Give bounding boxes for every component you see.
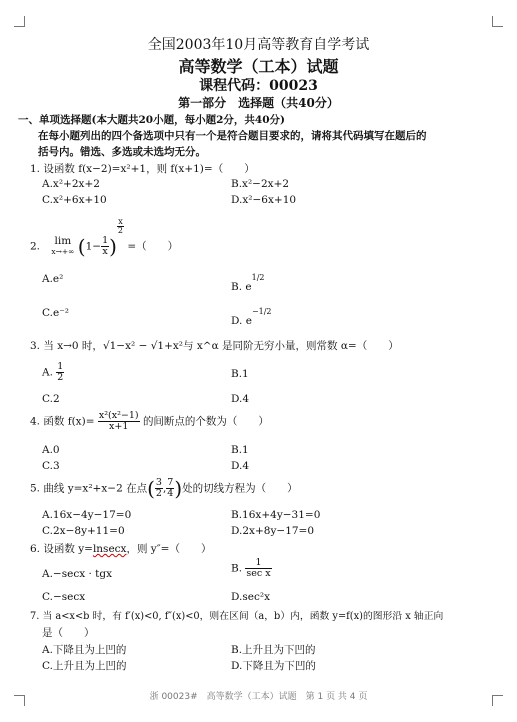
question-7-stem-line-2: 是（ ） (42, 627, 95, 639)
question-5-option-b: B.16x+4y−31=0 (231, 509, 321, 521)
question-6-stem-end: ，则 y″=（ ） (126, 543, 212, 555)
question-6-option-b-fraction (245, 558, 271, 579)
question-6-stem (30, 541, 211, 556)
point-x-numerator: 3 (155, 477, 162, 488)
limit-fraction-numerator: 1 (102, 234, 109, 246)
question-7-option-a: A.下降且为上凹的 (42, 644, 127, 656)
question-4-fraction-denominator: x+1 (109, 420, 129, 432)
question-7-option-b: B.上升且为下凹的 (231, 644, 316, 656)
question-6-function: lnsecx (92, 543, 127, 555)
question-1-option-b: B.x²−2x+2 (231, 178, 290, 190)
instruction-line-2: 括号内。错选、多选或未选均无分。 (38, 146, 206, 158)
limit-exponent-numerator: x (118, 217, 123, 226)
question-3-expression: √1−x² − √1+x² (102, 340, 184, 352)
question-5-option-c: C.2x−8y+11=0 (42, 525, 125, 537)
limit-exponent-denominator: 2 (117, 226, 124, 236)
point-y-denominator: 4 (167, 487, 174, 499)
point-y-numerator: 7 (167, 477, 174, 488)
question-6-option-a: A.−secx · tgx (42, 568, 112, 580)
question-4-option-a: A.0 (42, 444, 60, 456)
question-3-option-a-numerator: 1 (57, 361, 64, 372)
question-5-option-d: D.2x+8y−17=0 (231, 525, 315, 537)
question-4-fraction (98, 411, 140, 432)
limit-exponent (117, 218, 124, 236)
question-2-option-d-base: D. e (231, 315, 252, 327)
point-x-fraction (155, 478, 163, 499)
limit-fraction (101, 236, 109, 257)
question-7-stem-line-1: 7. 当 a<x<b 时，有 f′(x)<0, f″(x)<0，则在区间（a，b）内，函数 y=f(x)的图形沿 x 轴正向 (30, 611, 444, 622)
instruction-line-1: 在每小题列出的四个备选项中只有一个是符合题目要求的，请将其代码填写在题后的 (38, 130, 427, 142)
question-2-option-b (231, 273, 264, 293)
question-2-option-b-exponent: 1/2 (251, 273, 265, 282)
question-5-stem: 5. 曲线 y=x²+x−2 在点( $\frac{3}{2}$ , $\frac{7}{4}$ )处的切线方程为（ ） (30, 476, 298, 501)
question-3-option-c: C.2 (42, 393, 60, 405)
question-7-option-c: C.上升且为上凹的 (42, 660, 127, 672)
question-5-stem-end: 处的切线方程为（ ） (182, 482, 298, 495)
question-3-option-a (42, 362, 64, 383)
question-6-option-c: C.−secx (42, 591, 86, 603)
question-6-option-b-label: B. (231, 562, 243, 575)
question-7-option-d: D.下降且为下凹的 (231, 660, 316, 672)
crop-mark-top-left (14, 16, 25, 27)
question-6-option-b-numerator: 1 (245, 558, 271, 569)
limit-subscript: x→+∞ (51, 247, 75, 257)
question-3-option-b: B.1 (231, 368, 249, 380)
question-2-option-a: A.e² (42, 273, 64, 285)
limit-fraction-denominator: x (102, 245, 108, 257)
question-3-option-a-label: A. (42, 366, 53, 379)
question-1-option-c: C.x²+6x+10 (42, 194, 107, 206)
limit-operator: lim (54, 235, 72, 248)
question-3-stem-end: 与 x^α 是同阶无穷小量，则常数 α=（ ） (183, 340, 399, 352)
section-heading: 一、单项选择题(本大题共20小题，每小题2分，共40分) (18, 114, 285, 126)
question-2-option-b-base: B. e (231, 281, 252, 293)
question-2-option-d-exponent: −1/2 (251, 307, 272, 316)
page-footer: 浙 00023# 高等数学（工本）试题 第 1 页 共 4 页 (149, 692, 368, 702)
question-4-option-b: B.1 (231, 444, 249, 456)
question-1-stem: 1. 设函数 f(x−2)=x²+1，则 f(x+1)=（ ） (30, 163, 255, 175)
question-3-stem-start: 3. 当 x→0 时， (30, 340, 103, 352)
question-6-option-d: D.sec²x (231, 591, 270, 603)
course-code: 课程代码：00023 (199, 78, 318, 94)
question-2-tail: =（ ） (127, 240, 179, 253)
question-5-option-a: A.16x−4y−17=0 (42, 509, 132, 521)
question-5-stem-start: 5. 曲线 y=x²+x−2 在点 (30, 482, 148, 495)
question-2-option-c: C.e⁻² (42, 307, 69, 319)
question-4-option-d: D.4 (231, 460, 250, 472)
part-title: 第一部分 选择题（共40分） (178, 96, 339, 110)
question-1-option-d: D.x²−6x+10 (231, 194, 297, 206)
question-3-option-d: D.4 (231, 393, 250, 405)
question-3-option-a-denominator: 2 (57, 371, 64, 383)
crop-mark-top-right (492, 16, 503, 27)
question-4-stem (30, 411, 269, 432)
question-3-option-a-fraction (56, 362, 64, 383)
exam-title: 全国2003年10月高等教育自学考试 (147, 37, 370, 53)
subject-title: 高等数学（工本）试题 (178, 57, 339, 76)
question-2-option-d (231, 307, 272, 327)
question-4-option-c: C.3 (42, 460, 60, 472)
question-6-option-b (231, 558, 272, 579)
question-4-stem-end: 的间断点的个数为（ ） (142, 415, 269, 428)
question-2-number: 2. (30, 240, 41, 253)
question-2-stem: 2. lim x→+∞ (1− $\frac{1}{x}$ ) $\frac{x}{2}$ =（ ） (30, 217, 179, 259)
limit-one-minus: 1− (85, 240, 102, 253)
question-4-fraction-numerator: x²(x²−1) (98, 410, 139, 421)
point-x-denominator: 2 (155, 487, 162, 499)
question-6-stem-start: 6. 设函数 y= (30, 543, 93, 555)
question-6-option-b-denominator: sec x (246, 567, 271, 579)
question-4-stem-start: 4. 函数 f(x)= (30, 415, 95, 428)
question-3-stem (30, 338, 399, 353)
question-1-option-a: A.x²+2x+2 (42, 178, 100, 190)
